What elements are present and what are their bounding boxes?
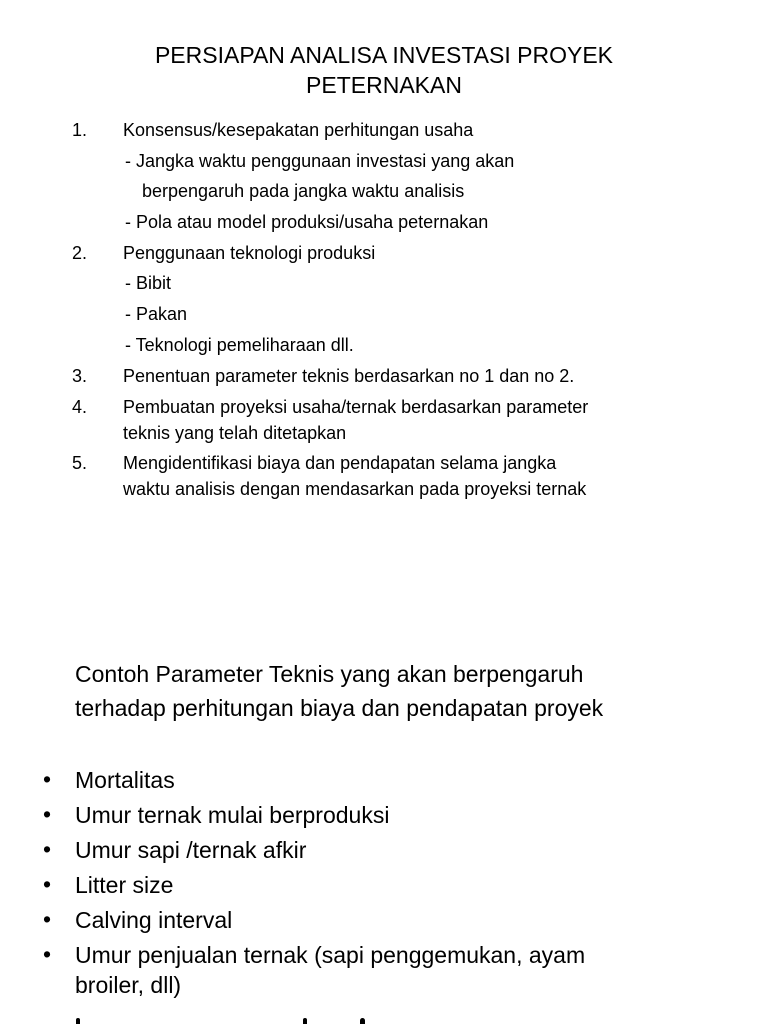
bullet-text (75, 762, 675, 795)
page-title-line-2: PETERNAKAN (306, 72, 462, 98)
bullet-text (75, 797, 675, 830)
item-text-line: Penggunaan teknologi produksi (123, 243, 376, 263)
item-text-line: Penentuan parameter teknis berdasarkan no 1 dan no 2. (123, 366, 575, 386)
item-text (123, 394, 683, 446)
item-text-line: Pembuatan proyeksi usaha/ternak berdasarkan parameter (123, 397, 589, 417)
bullet-text (75, 867, 675, 900)
sub-item: - Jangka waktu penggunaan investasi yang akan (125, 151, 515, 171)
bullet-icon: • (43, 801, 52, 827)
item-number: 5. (72, 453, 88, 473)
bullet-text (75, 902, 675, 935)
bullet-item (0, 937, 768, 1000)
bullet-icon: • (43, 906, 52, 932)
item-number: 2. (72, 243, 88, 263)
cut-off-glyph (303, 1018, 307, 1024)
bullet-item (0, 902, 768, 935)
item-text-line: waktu analisis dengan mendasarkan pada proyeksi ternak (123, 479, 587, 499)
bullet-text-line: Calving interval (75, 907, 233, 933)
sub-item: - Bibit (125, 273, 172, 293)
page-title (0, 40, 768, 100)
bullet-item (0, 867, 768, 900)
item-text (123, 363, 683, 389)
contoh-heading-line-2: terhadap perhitungan biaya dan pendapatan proyek (75, 695, 604, 721)
bullet-icon: • (43, 766, 52, 792)
bullet-text-line: Litter size (75, 872, 174, 898)
bullet-text (75, 937, 675, 1000)
cut-off-glyph (360, 1018, 365, 1024)
sub-item: - Pakan (125, 304, 188, 324)
item-text-line: Mengidentifikasi biaya dan pendapatan selama jangka (123, 453, 557, 473)
bullet-item (0, 797, 768, 830)
bullet-text (75, 832, 675, 865)
bullet-text-line: broiler, dll) (75, 972, 182, 998)
bullet-text-line: Umur sapi /ternak afkir (75, 837, 307, 863)
item-number: 1. (72, 120, 88, 140)
bullet-icon: • (43, 836, 52, 862)
bullet-text-line: Mortalitas (75, 767, 175, 793)
item-text (123, 117, 683, 143)
cut-off-text-line (0, 1012, 768, 1024)
item-number: 4. (72, 397, 88, 417)
sub-item: berpengaruh pada jangka waktu analisis (142, 181, 465, 201)
parameter-bullet-list (0, 762, 768, 1002)
item-text-line: teknis yang telah ditetapkan (123, 423, 347, 443)
item-text (123, 450, 683, 502)
bullet-icon: • (43, 941, 52, 967)
sub-item: - Teknologi pemeliharaan dll. (125, 335, 354, 355)
item-text-line: Konsensus/kesepakatan perhitungan usaha (123, 120, 474, 140)
bullet-text-line: Umur penjualan ternak (sapi penggemukan, ayam (75, 942, 586, 968)
contoh-heading-line-1: Contoh Parameter Teknis yang akan berpengaruh (75, 661, 584, 687)
bullet-item (0, 832, 768, 865)
sub-item: - Pola atau model produksi/usaha peternakan (125, 212, 489, 232)
contoh-heading (75, 657, 715, 725)
page-title-line-1: PERSIAPAN ANALISA INVESTASI PROYEK (154, 42, 614, 68)
item-text (123, 240, 683, 266)
bullet-item (0, 762, 768, 795)
bullet-icon: • (43, 871, 52, 897)
item-number: 3. (72, 366, 88, 386)
bullet-text-line: Umur ternak mulai berproduksi (75, 802, 390, 828)
cut-off-glyph (76, 1018, 80, 1024)
